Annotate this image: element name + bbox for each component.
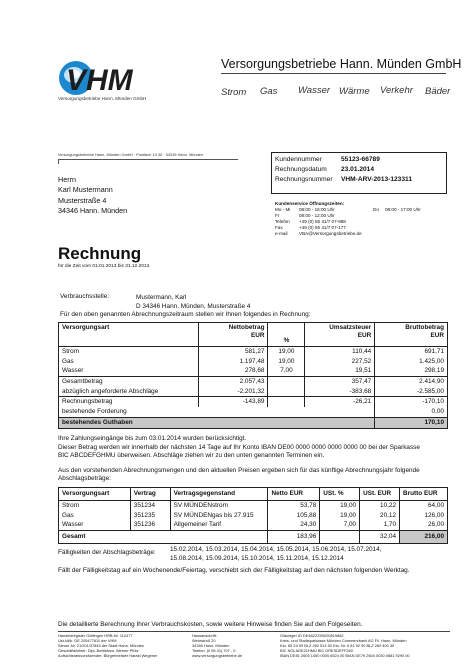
table-row: Strom 351234 SV MÜNDENstrom 53,78 19,00 10,22 64,00 [59,501,448,511]
footer-note: Die detaillierte Berechnung Ihrer Verbrauchskosten, sowie weitere Hinweise finden Sie auf den Folgeseiten. [58,621,363,628]
deduction-row: abzüglich angeforderte Abschläge -2.201,32 -383,68 -2.585,00 [59,387,448,397]
contact-row: Telefon +49 (0) 55 41/7 07-888 [275,219,346,225]
contact-block [275,201,421,238]
table-row: Gas 1.197,48 19,00 227,52 1.425,00 [59,357,448,367]
logo-tagline: Versorgungsbetriebe Hann. Münden GmbH [58,96,147,101]
footer-divider [58,631,450,632]
invoice-number: VHM-ARV-2013-123311 [341,176,412,183]
info-nummer: Rechnungsnummer VHM-ARV-2013-123311 [275,176,412,183]
due-dates: 15.02.2014, 15.03.2014, 15.04.2014, 15.05.2014, 15.06.2014, 15.07.2014, 15.08.2014, 15.09.2014, 15.10.2014, 15.11.2014, 15.12.2014 [170,546,382,562]
consumption-site-label: Verbrauchsstelle: [60,293,110,300]
info-kundennummer: Kundennummer 55123-66789 [275,156,380,163]
table-row: Gas 351235 SV MÜNDENgas bis 27.915 105,88 19,00 20,12 126,00 [59,511,448,521]
contact-row: Fax +49 (0) 55 41/7 07-177 [275,225,346,231]
recipient-street: Musterstraße 4 [58,195,107,205]
refund-note-2: BIC ABCDEFGHMU überweisen. Abschläge ziehen wir zu den unten genannten Terminen ein. [58,452,325,459]
service-gas: Gas [260,86,278,97]
table-row: Strom 581,27 19,00 110,44 691,71 [59,347,448,357]
payment-note: Ihre Zahlungseingänge bis zum 03.01.2014 wurden berücksichtigt. [58,435,247,442]
service-baeder: Bäder [425,86,451,97]
invoice-date: 23.01.2014 [341,166,375,173]
invoice-period: für die Zeit vom 01.01.2013 bis 31.12.2013. [58,264,151,269]
service-strom: Strom [221,87,247,98]
table-header-row: Versorgungsart Nettobetrag EUR % Umsatzsteuer EUR Bruttobetrag EUR [59,323,448,347]
tariff-intro-1: Aus den vorstehenden Abrechnungsmengen und den aktuellen Preisen ergeben sich für das künftige Abrechnungsjahr folgende [58,467,420,474]
invoice-intro: Für den oben genannten Abrechnungszeitraum stellen wir Ihnen folgendes in Rechnung: [60,311,311,318]
total-row: Gesamt 183,96 32,04 216,00 [59,531,448,544]
recipient-address [58,175,127,216]
sender-divider [58,159,238,160]
footer-bank: Gläubiger ID DE46ZZZ00000519862 Kreis- und Stadtsparkasse Münden Commerzbank AG Fil. Hann. Münden Kto. 65 24 00 BLZ 260 514 50 Kto. Nr. 6 81 92 90 BLZ 260 400 30 BIC NOLADE21HMU BIC DRESDEFF260 IBAN DE81 2605 1450 0000 6524 00 IBAN DE79 2604 0030 0681 9290 00 [280,633,410,658]
header-divider [221,73,446,74]
contact-row: e-mail VBA@Versorgungsbetriebe.de [275,231,362,237]
vhm-logo-mark [58,60,162,100]
total-row: Gesamtbetrag 2.057,43 357,47 2.414,90 [59,377,448,387]
claim-row: bestehende Forderung 0,00 [59,407,448,417]
credit-row: bestehendes Guthaben 170,10 [59,417,448,428]
logo-text: VHM [66,64,133,97]
contact-email[interactable]: VBA@Versorgungsbetriebe.de [299,231,362,237]
footer-legal: Handelsregister Göttingen HRB-Nr. 112477 Ust-IdNr. DE 205477611 der VHM Steuer-Nr. 21/201/37845 der Stadt Hann. Münden Geschäftsführer: Dipl.-Betriebsw. Werner Pfütz Aufsichtsratsvorsitzender: Bürgermeister Harald Wegener [58,633,158,658]
invoice-amount-row: Rechnungsbetrag -143,89 -26,21 -170,10 [59,397,448,407]
table-row: Wasser 278,68 7,00 19,51 298,19 [59,366,448,376]
table-row: Wasser 351236 Allgemeiner Tarif 24,30 7,00 1,70 26,00 [59,520,448,530]
due-dates-label: Fälligkeiten der Abschlagsbeträge: [58,549,156,556]
recipient-salutation: Herrn [58,175,76,184]
footer-website[interactable]: www.versorgungsbetriebe.de [192,652,243,658]
contact-title: Kundenservice Öffnungszeiten: [275,201,345,206]
credit-amount: 170,10 [375,417,448,428]
installment-total: 216,00 [400,531,448,544]
invoice-title: Rechnung [58,244,142,263]
table-header-row: Versorgungsart Vertrag Vertragsgegenstand Netto EUR USt. % USt. EUR Brutto EUR [59,488,448,501]
service-wasser: Wasser [298,85,331,96]
recipient-name: Karl Mustermann [58,185,113,195]
installment-table [58,487,448,544]
tariff-intro-2: Abschlagsbeträge: [58,475,111,482]
info-datum: Rechnungsdatum 23.01.2014 [275,166,375,173]
address-window-mark [58,160,59,164]
due-dates-note: Fällt der Fälligkeitstag auf ein Wochenende/Feiertag, verschiebt sich der Fälligkeitstag auf den nächsten folgenden Werktag. [58,567,410,574]
invoice-summary-table [58,322,448,429]
service-verkehr: Verkehr [380,85,413,96]
sender-line: Versorgungsbetriebe Hann. Münden GmbH · Postfach 13 30 · 34335 Hann. Münden [58,152,204,157]
consumption-site-value: Mustermann, Karl D 34346 Hann. Münden, Musterstraße 4 [136,294,251,310]
refund-note-1: Dieser Betrag werden wir innerhalb der nächsten 14 Tage auf Ihr Konto IBAN DE00 0000 0000 0000 0000 00 bei der Sparkasse [58,444,420,451]
footer-address: Hausanschrift: Wehrstraß 20 34346 Hann. Münden Telefon: (0 55 41) 707 - 0 www.versorgungsbetriebe.de [192,633,243,658]
contact-row: Fr 08:00 - 12:00 Uhr [275,213,335,219]
service-waerme: Wärme [339,86,370,97]
customer-number: 55123-66789 [341,156,380,163]
recipient-city: 34346 Hann. Münden [58,205,128,215]
contact-row: Mo - Mi 08:00 - 16:00 Uhr Do 08:00 - 17:00 Uhr [275,207,421,213]
company-name: Versorgungsbetriebe Hann. Münden GmbH [221,57,462,71]
